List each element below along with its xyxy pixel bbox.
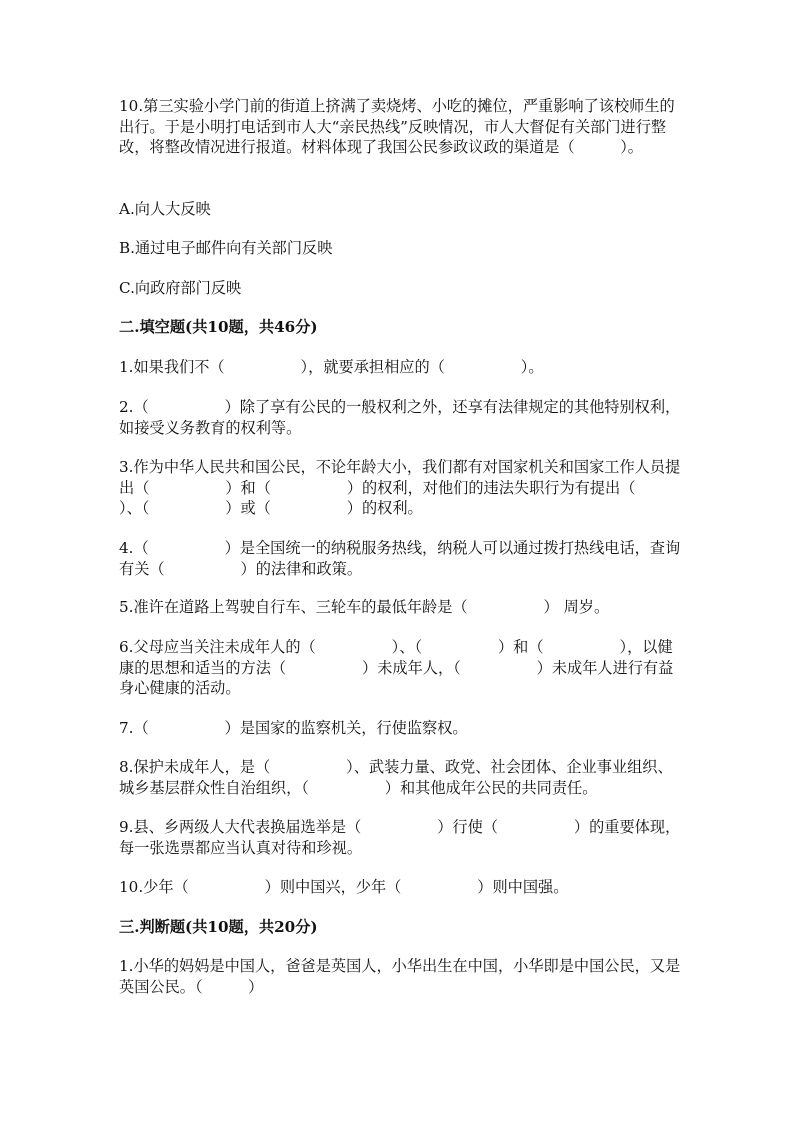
fill-question-7: 7.（ ）是国家的监察机关，行使监察权。 <box>119 719 468 737</box>
fill-question-9: 9.县、乡两级人大代表换届选举是（ ）行使（ ）的重要体现，每一张选票都应当认真对待和珍视。 <box>119 818 681 857</box>
fill-question-5: 5.准许在道路上驾驶自行车、三轮车的最低年龄是（ ） 周岁。 <box>119 598 610 616</box>
section-3-title: 三.判断题(共10题，共20分) <box>119 918 318 936</box>
section-2-title: 二.填空题(共10题，共46分) <box>119 318 318 336</box>
fill-question-10: 10.少年（ ）则中国兴，少年（ ）则中国强。 <box>119 878 569 896</box>
option-a: A.向人大反映 <box>119 200 211 218</box>
fill-question-1: 1.如果我们不（ ），就要承担相应的（ ）。 <box>119 358 544 376</box>
option-b: B.通过电子邮件向有关部门反映 <box>119 239 333 257</box>
judge-question-1: 1.小华的妈妈是中国人，爸爸是英国人，小华出生在中国，小华即是中国公民，又是英国公民。（ ） <box>119 957 681 996</box>
fill-question-6: 6.父母应当关注未成年人的（ ）、（ ）和（ ），以健康的思想和适当的方法（ ）未成年人，（ ）未成年人进行有益身心健康的活动。 <box>119 638 674 697</box>
question-10-stem: 10.第三实验小学门前的街道上挤满了卖烧烤、小吃的摊位，严重影响了该校师生的出行。于是小明打电话到市人大“亲民热线”反映情况，市人大督促有关部门进行整改，将整改情况进行报道。材料体现了我国公民参政议政的渠道是（ ）。 <box>119 97 675 156</box>
fill-question-3: 3.作为中华人民共和国公民，不论年龄大小，我们都有对国家机关和国家工作人员提出（ ）和（ ）的权利，对他们的违法失职行为有提出（ ）、（ ）或（ ）的权利。 <box>119 458 712 517</box>
fill-question-2: 2.（ ）除了享有公民的一般权利之外，还享有法律规定的其他特别权利，如接受义务教育的权利等。 <box>119 398 681 437</box>
option-c: C.向政府部门反映 <box>119 279 242 297</box>
fill-question-8: 8.保护未成年人，是（ ）、武装力量、政党、社会团体、企业事业组织、城乡基层群众性自治组织，（ ）和其他成年公民的共同责任。 <box>119 758 673 797</box>
fill-question-4: 4.（ ）是全国统一的纳税服务热线，纳税人可以通过拨打热线电话，查询有关（ ）的法律和政策。 <box>119 539 681 578</box>
